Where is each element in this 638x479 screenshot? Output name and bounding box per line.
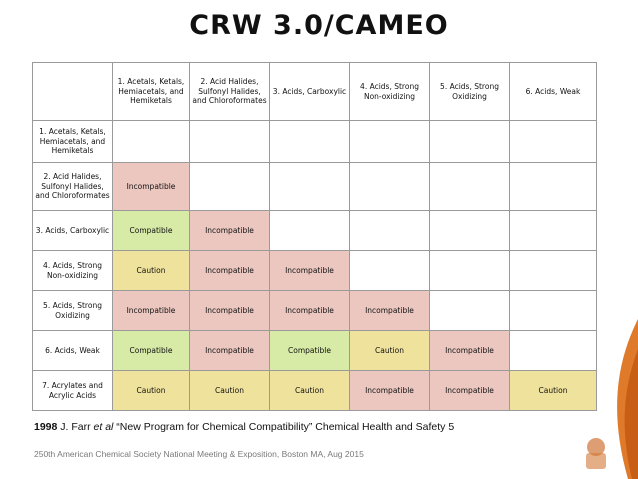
table-row xyxy=(33,163,597,211)
empty-cell xyxy=(510,163,597,211)
citation-et-al: et al xyxy=(93,421,114,433)
column-header: 3. Acids, Carboxylic xyxy=(270,63,350,121)
empty-cell xyxy=(430,121,510,163)
footer-text: 250th American Chemical Society National Meeting & Exposition, Boston MA, Aug 2015 xyxy=(34,449,364,459)
matrix-cell: Incompatible xyxy=(350,291,430,331)
matrix-cell: Incompatible xyxy=(350,371,430,411)
matrix-cell: Compatible xyxy=(113,211,190,251)
citation xyxy=(34,421,454,433)
matrix-cell: Incompatible xyxy=(190,291,270,331)
compatibility-matrix xyxy=(32,62,597,411)
empty-cell xyxy=(510,251,597,291)
matrix-cell: Incompatible xyxy=(113,163,190,211)
empty-cell xyxy=(350,163,430,211)
row-header: 5. Acids, Strong Oxidizing xyxy=(33,291,113,331)
citation-text: “New Program for Chemical Compatibility” Chemical Health and Safety 5 xyxy=(113,421,455,433)
empty-cell xyxy=(270,121,350,163)
row-header: 1. Acetals, Ketals, Hemiacetals, and Hemiketals xyxy=(33,121,113,163)
column-header: 1. Acetals, Ketals, Hemiacetals, and Hemiketals xyxy=(113,63,190,121)
matrix-cell: Incompatible xyxy=(430,371,510,411)
empty-cell xyxy=(350,211,430,251)
empty-cell xyxy=(350,121,430,163)
column-header: 5. Acids, Strong Oxidizing xyxy=(430,63,510,121)
row-header: 2. Acid Halides, Sulfonyl Halides, and Chloroformates xyxy=(33,163,113,211)
matrix-cell: Compatible xyxy=(113,331,190,371)
table-row xyxy=(33,331,597,371)
corner-cell xyxy=(33,63,113,121)
matrix-cell: Compatible xyxy=(270,331,350,371)
table-row xyxy=(33,371,597,411)
table-row xyxy=(33,251,597,291)
column-header: 6. Acids, Weak xyxy=(510,63,597,121)
matrix-cell: Incompatible xyxy=(113,291,190,331)
citation-author: J. Farr xyxy=(60,421,94,433)
corner-decoration-icon xyxy=(568,319,638,479)
empty-cell xyxy=(350,251,430,291)
empty-cell xyxy=(510,211,597,251)
row-header: 7. Acrylates and Acrylic Acids xyxy=(33,371,113,411)
empty-cell xyxy=(270,163,350,211)
header-row xyxy=(33,63,597,121)
empty-cell xyxy=(430,163,510,211)
empty-cell xyxy=(270,211,350,251)
table-row xyxy=(33,211,597,251)
matrix-cell: Incompatible xyxy=(190,211,270,251)
matrix-cell: Incompatible xyxy=(190,251,270,291)
empty-cell xyxy=(430,291,510,331)
matrix-cell: Incompatible xyxy=(190,331,270,371)
matrix-cell: Incompatible xyxy=(270,291,350,331)
column-header: 2. Acid Halides, Sulfonyl Halides, and Chloroformates xyxy=(190,63,270,121)
empty-cell xyxy=(510,121,597,163)
row-header: 3. Acids, Carboxylic xyxy=(33,211,113,251)
empty-cell xyxy=(430,211,510,251)
matrix-cell: Caution xyxy=(113,371,190,411)
column-header: 4. Acids, Strong Non-oxidizing xyxy=(350,63,430,121)
row-header: 6. Acids, Weak xyxy=(33,331,113,371)
matrix-cell: Incompatible xyxy=(270,251,350,291)
citation-year: 1998 xyxy=(34,421,58,433)
slide-title: CRW 3.0/CAMEO xyxy=(189,10,449,41)
empty-cell xyxy=(190,121,270,163)
empty-cell xyxy=(430,251,510,291)
matrix-cell: Caution xyxy=(190,371,270,411)
empty-cell xyxy=(190,163,270,211)
matrix-cell: Caution xyxy=(270,371,350,411)
empty-cell xyxy=(113,121,190,163)
matrix-cell: Caution xyxy=(113,251,190,291)
table-row xyxy=(33,291,597,331)
matrix-cell: Incompatible xyxy=(430,331,510,371)
matrix-cell: Caution xyxy=(510,371,597,411)
table-row xyxy=(33,121,597,163)
matrix-cell: Caution xyxy=(350,331,430,371)
row-header: 4. Acids, Strong Non-oxidizing xyxy=(33,251,113,291)
